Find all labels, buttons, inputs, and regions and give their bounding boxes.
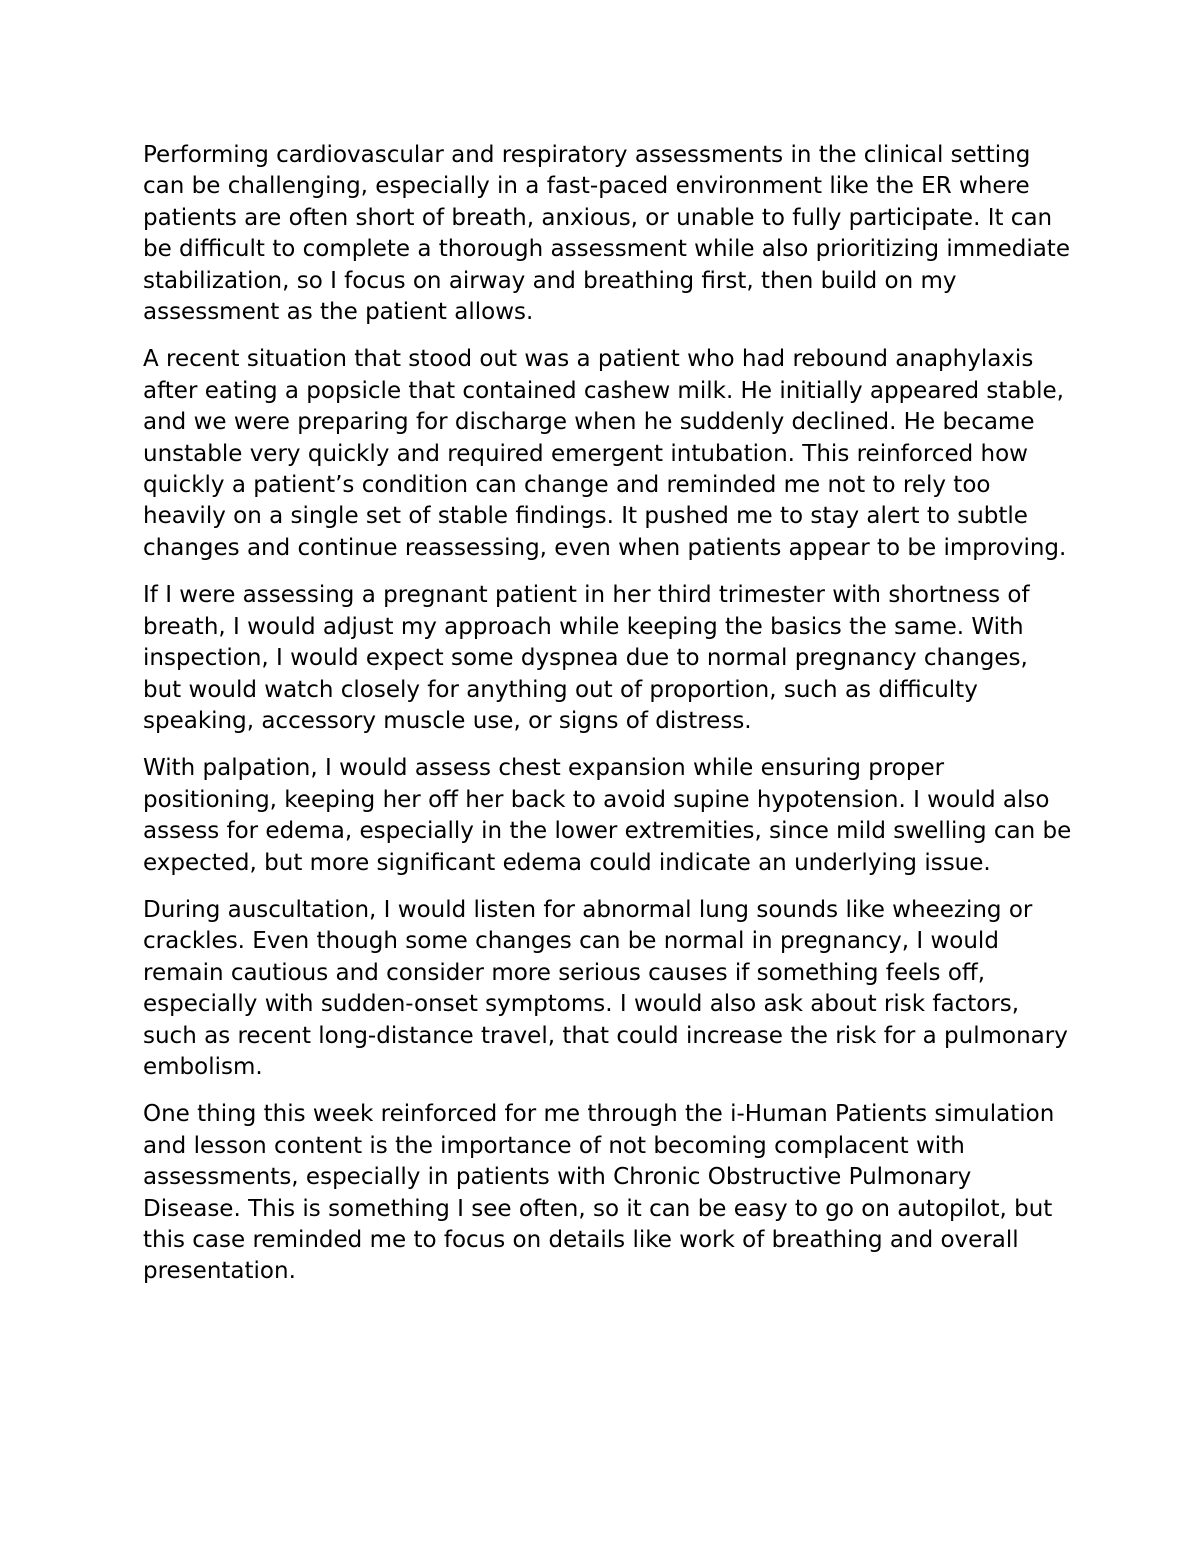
paragraph-anaphylaxis-case: A recent situation that stood out was a patient who had rebound anaphylaxis after eating a popsicle that contained cashew milk. He initially appeared stable, and we were preparing for discharge when he suddenly declined. He became unstable very quickly and required emergent intubation. This reinforced how quickly a patient’s condition can change and reminded me not to rely too heavily on a single set of stable findings. It pushed me to stay alert to subtle changes and continue reassessing, even when patients appear to be improving. [143, 346, 1067, 561]
paragraph-auscultation: During auscultation, I would listen for abnormal lung sounds like wheezing or crackles. Even though some changes can be normal in pregnancy, I would remain cautious and consider more serious causes if something feels off, especially with sudden-onset symptoms. I would also ask about risk factors, such as recent long-distance travel, that could increase the risk for a pulmonary embolism. [143, 896, 1068, 1080]
paragraph-reflection: One thing this week reinforced for me through the i-Human Patients simulation and lesson content is the importance of not becoming complacent with assessments, especially in patients with Chronic Obstructive Pulmonary Disease. This is something I see often, so it can be easy to go on autopilot, but this case reminded me to focus on details like work of breathing and overall presentation. [143, 1101, 1055, 1285]
paragraph-pregnant-inspection: If I were assessing a pregnant patient in her third trimester with shortness of breath, I would adjust my approach while keeping the basics the same. With inspection, I would expect some dyspnea due to normal pregnancy changes, but would watch closely for anything out of proportion, such as difficulty speaking, accessory muscle use, or signs of distress. [143, 582, 1030, 734]
paragraph-intro: Performing cardiovascular and respiratory assessments in the clinical setting can be challenging, especially in a fast-paced environment like the ER where patients are often short of breath, anxious, or unable to fully participate. It can be difficult to complete a thorough assessment while also prioritizing immediate stabilization, so I focus on airway and breathing first, then build on my assessment as the patient allows. [143, 142, 1070, 326]
document-body [143, 140, 1073, 1304]
paragraph-palpation: With palpation, I would assess chest expansion while ensuring proper positioning, keeping her off her back to avoid supine hypotension. I would also assess for edema, especially in the lower extremities, since mild swelling can be expected, but more significant edema could indicate an underlying issue. [143, 755, 1072, 876]
